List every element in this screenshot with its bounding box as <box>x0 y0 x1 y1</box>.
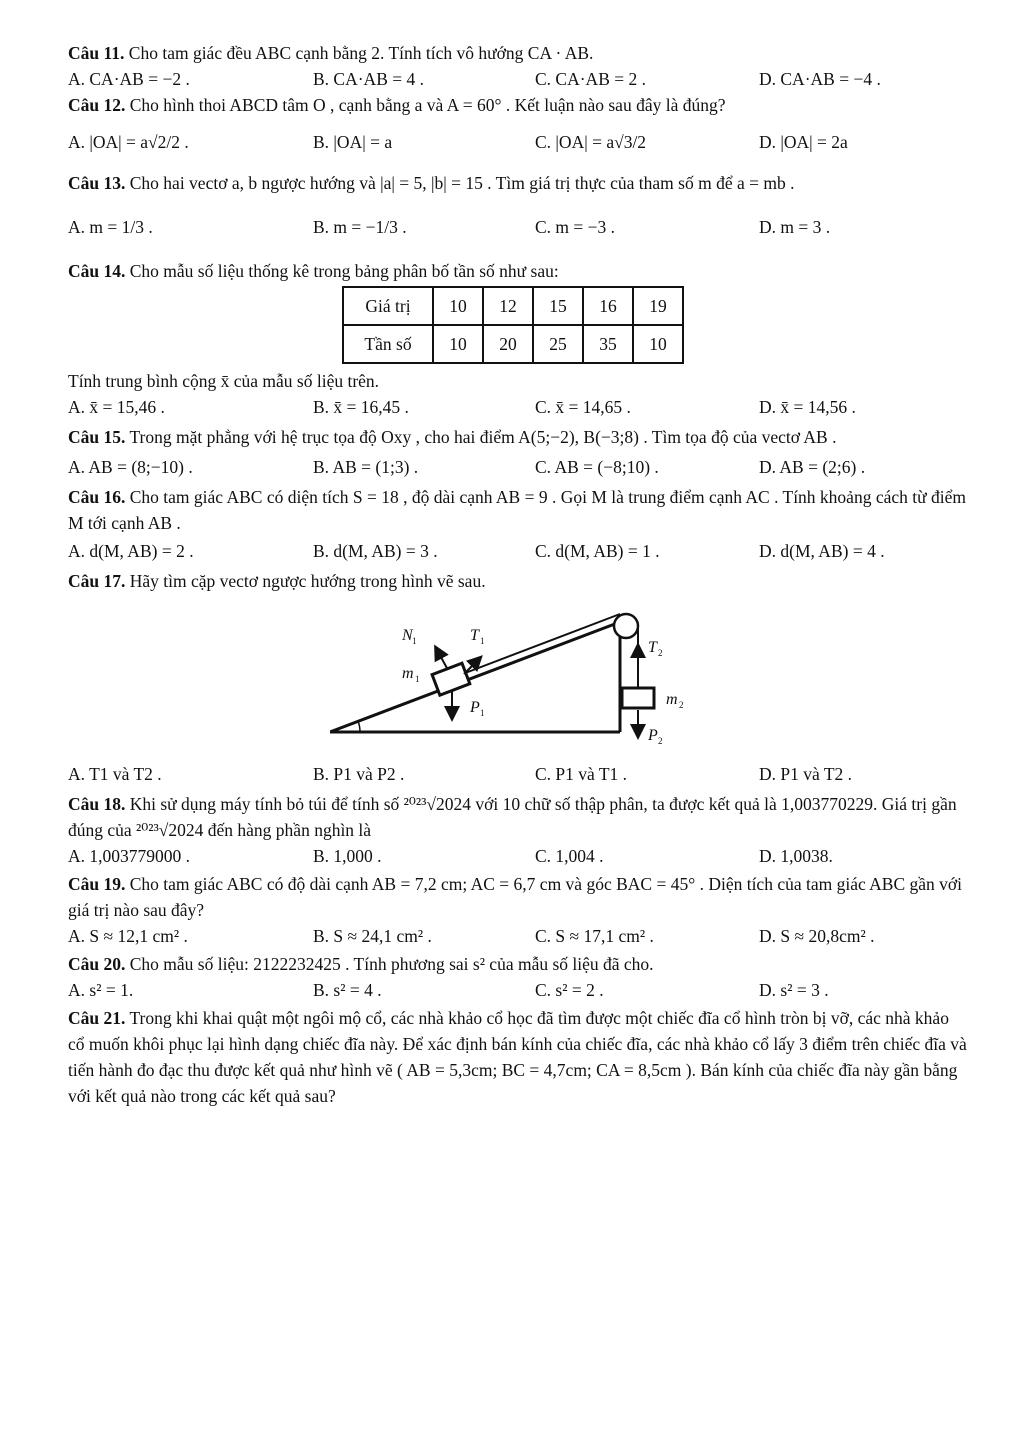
table-cell: Tần số <box>343 325 433 363</box>
option-b[interactable]: B. m = −1/3 . <box>313 217 407 237</box>
question-text: Cho mẫu số liệu thống kê trong bảng phân bố tần số như sau: <box>129 261 559 281</box>
option-d[interactable]: D. s² = 3 . <box>759 980 829 1000</box>
frequency-table <box>342 286 684 364</box>
svg-text:1: 1 <box>415 674 420 684</box>
table-row <box>343 325 683 363</box>
question-label: Câu 14. <box>68 261 126 281</box>
option-d[interactable]: D. AB = (2;6) . <box>759 457 866 477</box>
block-m1 <box>432 663 470 695</box>
question-text: Cho hình thoi ABCD tâm O , cạnh bằng a và A = 60° . Kết luận nào sau đây là đúng? <box>129 95 726 115</box>
options-15 <box>68 454 968 480</box>
question-20 <box>68 951 968 977</box>
table-row <box>343 287 683 325</box>
question-label: Câu 13. <box>68 173 126 193</box>
table-cell: 25 <box>533 325 583 363</box>
svg-text:2: 2 <box>658 736 663 746</box>
option-b[interactable]: B. x̄ = 16,45 . <box>313 397 409 417</box>
question-13 <box>68 170 968 196</box>
question-14 <box>68 258 968 284</box>
option-a[interactable]: A. s² = 1. <box>68 980 134 1000</box>
question-label: Câu 19. <box>68 874 126 894</box>
question-label: Câu 18. <box>68 794 126 814</box>
question-11 <box>68 40 968 66</box>
option-b[interactable]: B. P1 và P2 . <box>313 764 405 784</box>
question-12 <box>68 92 968 118</box>
options-16 <box>68 538 968 564</box>
option-a[interactable]: A. m = 1/3 . <box>68 217 153 237</box>
block-m2 <box>622 688 654 708</box>
option-c[interactable]: C. x̄ = 14,65 . <box>535 397 631 417</box>
question-label: Câu 20. <box>68 954 126 974</box>
t1-label: T <box>470 627 479 644</box>
option-a[interactable]: A. |OA| = a√2/2 . <box>68 132 189 152</box>
question-18 <box>68 791 968 843</box>
question-text: Trong khi khai quật một ngôi mộ cổ, các nhà khảo cổ học đã tìm được một chiếc đĩa cổ hình tròn bị vỡ, các nhà khảo cổ muốn khôi phục lại hình dạng chiếc đĩa này. Để xác định bán kính của chiếc đĩa, các nhà khảo cổ lấy 3 điểm trên chiếc đĩa và tiến hành đo đạc thu được kết quả như hình vẽ ( AB = 5,3cm; BC = 4,7cm; CA = 8,5cm ). Bán kính của chiếc đĩa này gần bằng với kết quả nào trong các kết quả sau? <box>68 1008 967 1106</box>
table-cell: 10 <box>433 325 483 363</box>
option-a[interactable]: A. S ≈ 12,1 cm² . <box>68 926 188 946</box>
t1-arrow-icon <box>464 658 480 674</box>
question-text: Cho tam giác ABC có diện tích S = 18 , độ dài cạnh AB = 9 . Gọi M là trung điểm cạnh AC . Tính khoảng cách từ điểm M tới cạnh AB . <box>68 487 966 533</box>
question-label: Câu 12. <box>68 95 126 115</box>
option-b[interactable]: B. AB = (1;3) . <box>313 457 419 477</box>
table-cell: 10 <box>633 325 683 363</box>
option-b[interactable]: B. |OA| = a <box>313 132 393 152</box>
option-d[interactable]: D. S ≈ 20,8cm² . <box>759 926 875 946</box>
question-label: Câu 21. <box>68 1008 126 1028</box>
option-a[interactable]: A. d(M, AB) = 2 . <box>68 541 194 561</box>
option-d[interactable]: D. P1 và T2 . <box>759 764 853 784</box>
option-c[interactable]: C. m = −3 . <box>535 217 616 237</box>
option-a[interactable]: A. CA·AB = −2 . <box>68 69 190 89</box>
question-14-text2: Tính trung bình cộng x̄ của mẫu số liệu trên. <box>68 371 380 391</box>
question-17 <box>68 568 968 594</box>
option-a[interactable]: A. AB = (8;−10) . <box>68 457 193 477</box>
option-b[interactable]: B. d(M, AB) = 3 . <box>313 541 438 561</box>
question-label: Câu 16. <box>68 487 126 507</box>
option-c[interactable]: C. AB = (−8;10) . <box>535 457 659 477</box>
m2-label: m <box>666 691 678 708</box>
p1-label: P <box>470 699 480 716</box>
m1-label: m <box>402 665 414 682</box>
question-text: Trong mặt phẳng với hệ trục tọa độ Oxy , cho hai điểm A(5;−2), B(−3;8) . Tìm tọa độ của vectơ AB . <box>129 427 837 447</box>
option-c[interactable]: C. S ≈ 17,1 cm² . <box>535 926 654 946</box>
question-text: Cho mẫu số liệu: 2122232425 . Tính phương sai s² của mẫu số liệu đã cho. <box>129 954 654 974</box>
options-19 <box>68 923 968 949</box>
option-c[interactable]: C. d(M, AB) = 1 . <box>535 541 660 561</box>
option-d[interactable]: D. m = 3 . <box>759 217 831 237</box>
options-11 <box>68 66 968 92</box>
n1-arrow-icon <box>436 648 448 670</box>
option-c[interactable]: C. s² = 2 . <box>535 980 604 1000</box>
table-cell: 16 <box>583 287 633 325</box>
option-b[interactable]: B. S ≈ 24,1 cm² . <box>313 926 432 946</box>
svg-text:2: 2 <box>658 648 663 658</box>
option-a[interactable]: A. x̄ = 15,46 . <box>68 397 165 417</box>
t2-label: T <box>648 639 657 656</box>
options-20 <box>68 977 968 1003</box>
table-cell: 12 <box>483 287 533 325</box>
question-text: Cho tam giác đều ABC cạnh bằng 2. Tính tích vô hướng CA · AB. <box>128 43 594 63</box>
option-c[interactable]: C. CA·AB = 2 . <box>535 69 646 89</box>
option-b[interactable]: B. CA·AB = 4 . <box>313 69 424 89</box>
question-text: Cho tam giác ABC có độ dài cạnh AB = 7,2 cm; AC = 6,7 cm và góc BAC = 45° . Diện tích của tam giác ABC gần với giá trị nào sau đây? <box>68 874 963 920</box>
options-18 <box>68 843 968 869</box>
option-a[interactable]: A. T1 và T2 . <box>68 764 162 784</box>
option-d[interactable]: D. x̄ = 14,56 . <box>759 397 856 417</box>
option-c[interactable]: C. 1,004 . <box>535 846 604 866</box>
option-d[interactable]: D. d(M, AB) = 4 . <box>759 541 885 561</box>
table-cell: 35 <box>583 325 633 363</box>
angle-arc <box>358 721 360 732</box>
question-text: Hãy tìm cặp vectơ ngược hướng trong hình vẽ sau. <box>129 571 486 591</box>
option-d[interactable]: D. CA·AB = −4 . <box>759 69 881 89</box>
inclined-plane-figure <box>330 600 968 755</box>
worksheet-page <box>68 40 968 1109</box>
question-text: Cho hai vectơ a, b ngược hướng và |a| = 5, |b| = 15 . Tìm giá trị thực của tham số m để a = mb . <box>129 173 795 193</box>
option-d[interactable]: D. |OA| = 2a <box>759 132 848 152</box>
option-a[interactable]: A. 1,003779000 . <box>68 846 191 866</box>
svg-text:1: 1 <box>480 708 485 718</box>
question-16 <box>68 484 968 536</box>
question-label: Câu 11. <box>68 43 125 63</box>
question-label: Câu 17. <box>68 571 126 591</box>
question-15 <box>68 424 968 450</box>
option-b[interactable]: B. 1,000 . <box>313 846 382 866</box>
svg-text:1: 1 <box>480 636 485 646</box>
table-cell: 19 <box>633 287 683 325</box>
options-14 <box>68 394 968 420</box>
options-12 <box>68 118 968 166</box>
n1-label: N <box>402 627 413 644</box>
physics-diagram <box>330 600 750 750</box>
question-text: Khi sử dụng máy tính bỏ túi để tính số ²⁰²³√2024 với 10 chữ số thập phân, ta được kết quả là 1,003770229. Giá trị gần đúng của ²⁰²³√2024 đến hàng phần nghìn là <box>68 794 957 840</box>
question-21 <box>68 1005 968 1109</box>
option-c[interactable]: C. |OA| = a√3/2 <box>535 132 647 152</box>
table-cell: Giá trị <box>343 287 433 325</box>
question-label: Câu 15. <box>68 427 126 447</box>
table-cell: 10 <box>433 287 483 325</box>
option-c[interactable]: C. P1 và T1 . <box>535 764 628 784</box>
table-cell: 15 <box>533 287 583 325</box>
question-19 <box>68 871 968 923</box>
options-17 <box>68 761 968 787</box>
pulley-icon <box>614 614 638 638</box>
svg-text:2: 2 <box>679 700 684 710</box>
option-d[interactable]: D. 1,0038. <box>759 846 833 866</box>
p2-label: P <box>648 727 658 744</box>
option-b[interactable]: B. s² = 4 . <box>313 980 382 1000</box>
options-13 <box>68 196 968 258</box>
svg-text:1: 1 <box>412 636 417 646</box>
table-cell: 20 <box>483 325 533 363</box>
